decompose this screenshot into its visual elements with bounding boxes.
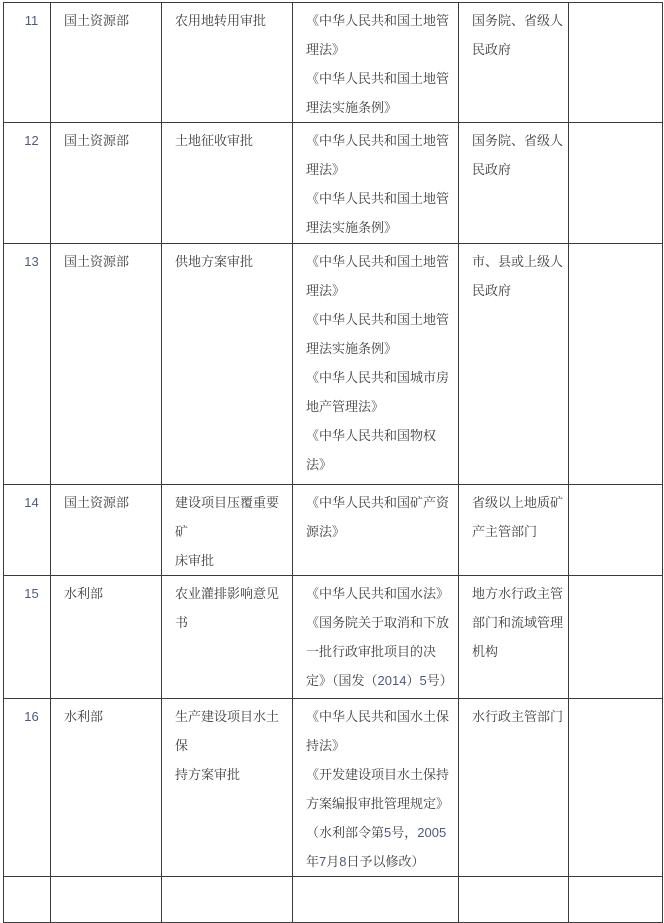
remark-cell	[569, 485, 663, 576]
authority-cell: 国务院、省级人 民政府	[459, 123, 569, 244]
table-row	[4, 877, 663, 923]
row-number-cell: 15	[4, 576, 51, 699]
item-name-cell: 生产建设项目水土保 持方案审批	[162, 699, 293, 877]
remark-cell	[569, 877, 663, 923]
legal-basis-cell: 《中华人民共和国土地管 理法》 《中华人民共和国土地管 理法实施条例》	[293, 123, 459, 244]
remark-cell	[569, 699, 663, 877]
item-name-cell: 建设项目压覆重要矿 床审批	[162, 485, 293, 576]
item-name-cell: 农业灌排影响意见书	[162, 576, 293, 699]
item-name-cell: 供地方案审批	[162, 244, 293, 485]
department-cell: 水利部	[51, 699, 162, 877]
legal-basis-cell: 《中华人民共和国矿产资 源法》	[293, 485, 459, 576]
authority-cell: 市、县或上级人 民政府	[459, 244, 569, 485]
table-row	[4, 485, 663, 576]
department-cell: 国土资源部	[51, 3, 162, 123]
authority-cell	[459, 877, 569, 923]
remark-cell	[569, 123, 663, 244]
item-name-cell	[162, 877, 293, 923]
row-number-cell: 12	[4, 123, 51, 244]
authority-cell: 省级以上地质矿 产主管部门	[459, 485, 569, 576]
approval-items-table	[3, 2, 663, 923]
row-number-cell: 16	[4, 699, 51, 877]
department-cell: 水利部	[51, 576, 162, 699]
item-name-cell: 土地征收审批	[162, 123, 293, 244]
legal-basis-cell	[293, 877, 459, 923]
remark-cell	[569, 3, 663, 123]
department-cell: 国土资源部	[51, 485, 162, 576]
item-name-cell: 农用地转用审批	[162, 3, 293, 123]
table-row	[4, 123, 663, 244]
table-row	[4, 576, 663, 699]
legal-basis-cell: 《中华人民共和国土地管 理法》 《中华人民共和国土地管 理法实施条例》	[293, 3, 459, 123]
row-number-cell	[4, 877, 51, 923]
department-cell: 国土资源部	[51, 123, 162, 244]
table-row	[4, 244, 663, 485]
table-row	[4, 699, 663, 877]
legal-basis-cell: 《中华人民共和国水土保 持法》 《开发建设项目水土保持 方案编报审批管理规定》 （水利部令第5号，2005 年7月8日予以修改）	[293, 699, 459, 877]
row-number-cell: 14	[4, 485, 51, 576]
authority-cell: 地方水行政主管 部门和流域管理 机构	[459, 576, 569, 699]
authority-cell: 水行政主管部门	[459, 699, 569, 877]
legal-basis-cell: 《中华人民共和国土地管 理法》 《中华人民共和国土地管 理法实施条例》 《中华人民共和国城市房 地产管理法》 《中华人民共和国物权 法》	[293, 244, 459, 485]
department-cell	[51, 877, 162, 923]
row-number-cell: 11	[4, 3, 51, 123]
row-number-cell: 13	[4, 244, 51, 485]
authority-cell: 国务院、省级人 民政府	[459, 3, 569, 123]
table-row	[4, 3, 663, 123]
remark-cell	[569, 244, 663, 485]
legal-basis-cell: 《中华人民共和国水法》 《国务院关于取消和下放 一批行政审批项目的决 定》（国发（2014）5号）	[293, 576, 459, 699]
department-cell: 国土资源部	[51, 244, 162, 485]
remark-cell	[569, 576, 663, 699]
